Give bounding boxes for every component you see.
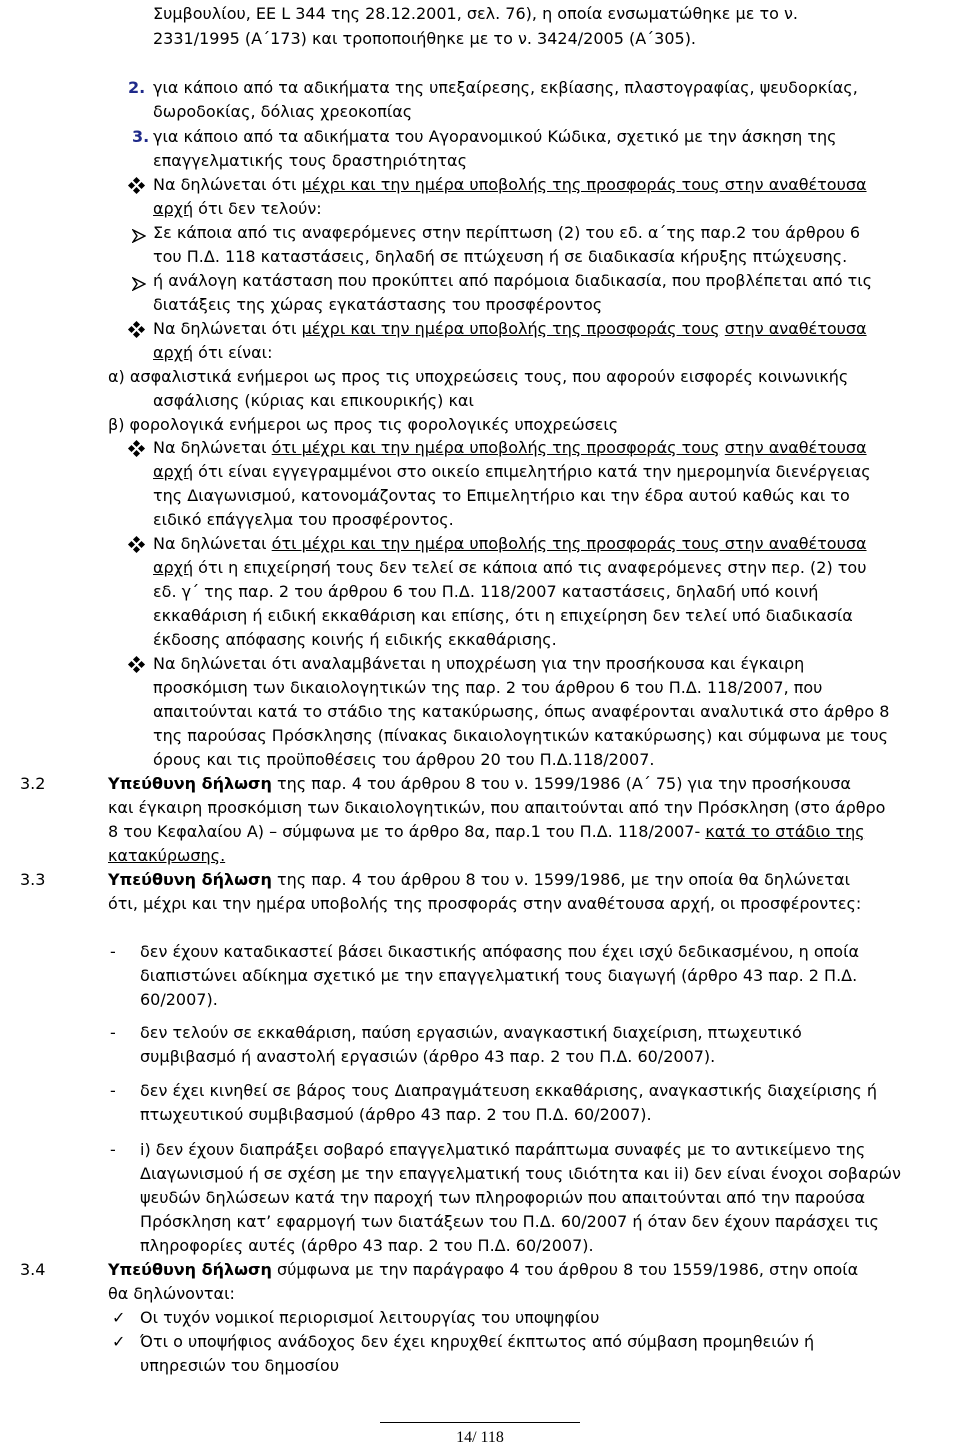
- text-line: α) ασφαλιστικά ενήμεροι ως προς τις υποχρεώσεις τους, που αφορούν εισφορές κοινωνικής: [108, 367, 849, 386]
- text-line: και έγκαιρη προσκόμιση των δικαιολογητικών, που απαιτούνται από την Πρόσκληση (στο άρθρο: [108, 798, 886, 817]
- text-line: για κάποιο από τα αδικήματα της υπεξαίρεσης, εκβίασης, πλαστογραφίας, ψευδορκίας,: [153, 78, 858, 97]
- text-line: προσκόμιση των δικαιολογητικών της παρ. 2 του άρθρου 6 του Π.Δ. 118/2007, που: [153, 678, 823, 697]
- diamond-bullet-icon: [129, 441, 145, 455]
- text-line: αρχή ότι η επιχείρησή τους δεν τελεί σε κάποια από τις αναφερόμενες στην περ. (2) του: [153, 558, 867, 577]
- text-line: i) δεν έχουν διαπράξει σοβαρό επαγγελματικό παράπτωμα συναφές με το αντικείμενο της: [140, 1140, 866, 1159]
- section-number: 3.2: [20, 774, 46, 793]
- text-line: δεν τελούν σε εκκαθάριση, παύση εργασιών, αναγκαστική διαχείριση, πτωχευτικό: [140, 1023, 802, 1042]
- text-line: αρχή ότι είναι εγγεγραμμένοι στο οικείο επιμελητήριο κατά την ημερομηνία διενέργειας: [153, 462, 871, 481]
- text-line: εδ. γ΄ της παρ. 2 του άρθρου 6 του Π.Δ. 118/2007 καταστάσεις, δηλαδή υπό κοινή: [153, 582, 819, 601]
- text-line: έκδοσης απόφασης κοινής ή ειδικής εκκαθάρισης.: [153, 630, 557, 649]
- text-line: Πρόσκληση κατ’ εφαρμογή των διατάξεων του Π.Δ. 60/2007 ή όταν δεν έχουν παράσχει τις: [140, 1212, 879, 1231]
- text-line: δεν έχουν καταδικαστεί βάσει δικαστικής απόφασης που έχει ισχύ δεδικασμένου, η οποία: [140, 942, 860, 961]
- text-line: δεν έχει κινηθεί σε βάρος τους Διαπραγμάτευση εκκαθάρισης, αναγκαστικής διαχείρισης ή: [140, 1081, 877, 1100]
- dash-bullet: -: [110, 1081, 116, 1100]
- text-line: Να δηλώνεται ότι μέχρι και την ημέρα υποβολής της προσφοράς τους στην αναθέτουσα: [153, 175, 867, 194]
- diamond-bullet-icon: [129, 537, 145, 551]
- text-line: Να δηλώνεται ότι μέχρι και την ημέρα υποβολής της προσφοράς τους στην αναθέτουσα: [153, 319, 867, 338]
- text-line: 2331/1995 (Α΄173) και τροποποιήθηκε με το ν. 3424/2005 (Α΄305).: [153, 29, 697, 48]
- checkmark-icon: ✓: [112, 1308, 126, 1327]
- text-line: Σε κάποια από τις αναφερόμενες στην περίπτωση (2) του εδ. α΄της παρ.2 του άρθρου 6: [153, 223, 861, 242]
- text-line: Οι τυχόν νομικοί περιορισμοί λειτουργίας του υποψηφίου: [140, 1308, 600, 1327]
- text-line: πληροφορίες αυτές (άρθρο 43 παρ. 2 του Π.Δ. 60/2007).: [140, 1236, 594, 1255]
- dash-bullet: -: [110, 1023, 116, 1042]
- text-line: Ότι ο υποψήφιος ανάδοχος δεν έχει κηρυχθεί έκπτωτος από σύμβαση προμηθειών ή: [140, 1332, 815, 1351]
- text-line: δωροδοκίας, δόλιας χρεοκοπίας: [153, 102, 413, 121]
- text-line: ή ανάλογη κατάσταση που προκύπτει από παρόμοια διαδικασία, που προβλέπεται από τις: [153, 271, 873, 290]
- text-line: ψευδών δηλώσεων κατά την παροχή των πληροφοριών που απαιτούνται από την παρούσα: [140, 1188, 866, 1207]
- page-number: 14/ 118: [456, 1429, 504, 1446]
- text-line: διαπιστώνει αδίκημα σχετικό με την επαγγελματική τους διαγωγή (άρθρο 43 παρ. 2 Π.Δ.: [140, 966, 858, 985]
- diamond-bullet-icon: [129, 322, 145, 336]
- text-line: Υπεύθυνη δήλωση της παρ. 4 του άρθρου 8 του ν. 1599/1986, με την οποία θα δηλώνεται: [108, 870, 851, 889]
- text-line: για κάποιο από τα αδικήματα του Αγορανομικού Κώδικα, σχετικό με την άσκηση της: [153, 127, 837, 146]
- text-line: της Διαγωνισμού, κατονομάζοντας το Επιμελητήριο και την έδρα αυτού καθώς και το: [153, 486, 850, 505]
- text-line: αρχή ότι είναι:: [153, 343, 273, 362]
- text-line: θα δηλώνονται:: [108, 1284, 235, 1303]
- list-number: 3.: [132, 127, 150, 146]
- text-line: διατάξεις της χώρας εγκατάστασης του προσφέροντος: [153, 295, 603, 314]
- text-line: Συμβουλίου, ΕΕ L 344 της 28.12.2001, σελ. 76), η οποία ενσωματώθηκε με το ν.: [153, 4, 798, 23]
- text-line: εκκαθάριση ή ειδική εκκαθάριση και επίσης, ότι η επιχείρηση δεν τελεί υπό διαδικασία: [153, 606, 853, 625]
- arrow-bullet-icon: [132, 228, 146, 242]
- arrow-bullet-icon: [132, 276, 146, 290]
- checkmark-icon: ✓: [112, 1332, 126, 1351]
- diamond-bullet-icon: [129, 657, 145, 671]
- text-line: ειδικό επάγγελμα του προσφέροντος.: [153, 510, 454, 529]
- section-number: 3.4: [20, 1260, 46, 1279]
- text-line: όρους και τις προϋποθέσεις του άρθρου 20 του Π.Δ.118/2007.: [153, 750, 655, 769]
- text-line: β) φορολογικά ενήμεροι ως προς τις φορολογικές υποχρεώσεις: [108, 415, 619, 434]
- list-number: 2.: [128, 78, 146, 97]
- text-line: της παρούσας Πρόσκλησης (πίνακας δικαιολογητικών κατακύρωσης) και σύμφωνα με τους: [153, 726, 889, 745]
- text-line: Υπεύθυνη δήλωση της παρ. 4 του άρθρου 8 του ν. 1599/1986 (Α΄ 75) για την προσήκουσα: [108, 774, 851, 793]
- dash-bullet: -: [110, 1140, 116, 1159]
- dash-bullet: -: [110, 942, 116, 961]
- text-line: κατακύρωσης.: [108, 846, 226, 865]
- text-line: Διαγωνισμού ή σε σχέση με την επαγγελματική τους ιδιότητα και ii) δεν είναι ένοχοι σοβαρών: [140, 1164, 901, 1183]
- text-line: ασφάλισης (κύριας και επικουρικής) και: [153, 391, 474, 410]
- text-line: Να δηλώνεται ότι αναλαμβάνεται η υποχρέωση για την προσήκουσα και έγκαιρη: [153, 654, 805, 673]
- text-line: συμβιβασμό ή αναστολή εργασιών (άρθρο 43 παρ. 2 του Π.Δ. 60/2007).: [140, 1047, 716, 1066]
- text-line: Να δηλώνεται ότι μέχρι και την ημέρα υποβολής της προσφοράς τους στην αναθέτουσα: [153, 534, 867, 553]
- text-line: επαγγελματικής τους δραστηριότητας: [153, 151, 467, 170]
- diamond-bullet-icon: [129, 178, 145, 192]
- text-line: Υπεύθυνη δήλωση σύμφωνα με την παράγραφο 4 του άρθρου 8 του 1559/1986, στην οποία: [108, 1260, 859, 1279]
- text-line: 60/2007).: [140, 990, 218, 1009]
- text-line: υπηρεσιών του δημοσίου: [140, 1356, 340, 1375]
- text-line: ότι, μέχρι και την ημέρα υποβολής της προσφοράς στην αναθέτουσα αρχή, οι προσφέροντες:: [108, 894, 862, 913]
- text-line: απαιτούνται κατά το στάδιο της κατακύρωσης, όπως αναφέρονται αναλυτικά στο άρθρο 8: [153, 702, 890, 721]
- text-line: Να δηλώνεται ότι μέχρι και την ημέρα υποβολής της προσφοράς τους στην αναθέτουσα: [153, 438, 867, 457]
- section-number: 3.3: [20, 870, 46, 889]
- footer-divider: [380, 1422, 580, 1423]
- text-line: 8 του Κεφαλαίου Α) – σύμφωνα με το άρθρο 8α, παρ.1 του Π.Δ. 118/2007- κατά το στάδιο της: [108, 822, 865, 841]
- text-line: του Π.Δ. 118 καταστάσεις, δηλαδή σε πτώχευση ή σε διαδικασία κήρυξης πτώχευσης.: [153, 247, 848, 266]
- text-line: πτωχευτικού συμβιβασμού (άρθρο 43 παρ. 2 του Π.Δ. 60/2007).: [140, 1105, 652, 1124]
- text-line: αρχή ότι δεν τελούν:: [153, 199, 322, 218]
